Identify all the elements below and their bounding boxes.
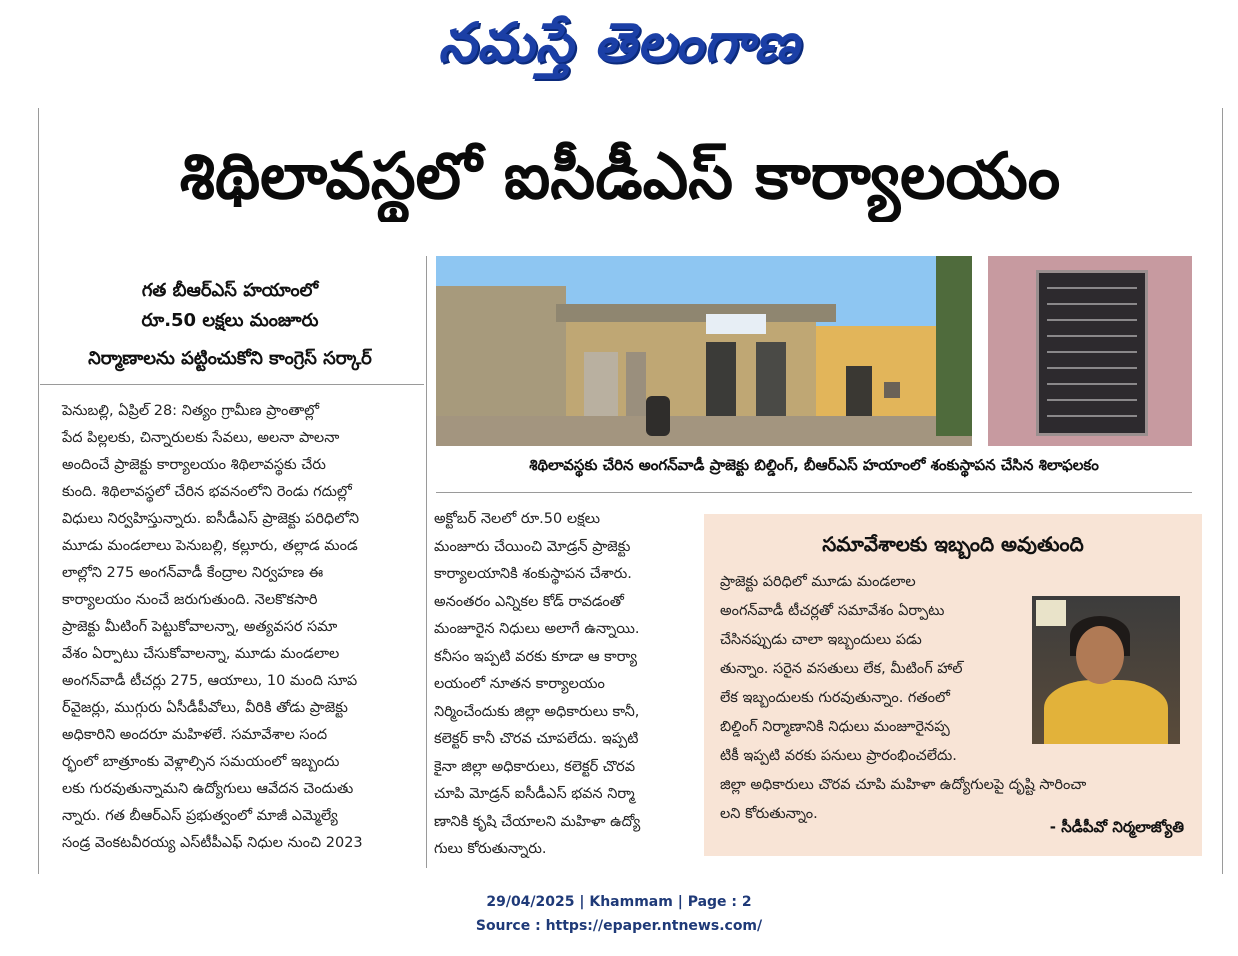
text-line: కుంది. శిథిలావస్థలో చేరిన భవనంలోని రెండు గదుల్లో (62, 484, 352, 500)
text-line: విధులు నిర్వహిస్తున్నారు. ఐసీడీఎస్ ప్రాజెక్టు పరిధిలోని (62, 511, 359, 527)
sidebox-text-narrow (720, 568, 1030, 742)
text-line: చూపి మోడ్రన్ ఐసీడీఎస్ భవన నిర్మా (434, 786, 635, 802)
right-border (1222, 108, 1223, 874)
text-line: ర్భంలో బాత్రూంకు వెళ్లాల్సిన సమయంలో ఇబ్బందు (62, 754, 340, 770)
text-line: లని కోరుతున్నాం. (720, 806, 818, 822)
caption-rule (436, 492, 1192, 493)
text-line: బిల్డింగ్ నిర్మాణానికి నిధులు మంజూరైనప్ప (720, 719, 950, 735)
text-line: కార్యాలయం నుంచే జరుగుతుంది. నెలకొకసారి (62, 592, 318, 608)
sidebox-title: సమావేశాలకు ఇబ్బంది అవుతుంది (822, 532, 1084, 556)
text-line: పేద పిల్లలకు, చిన్నారులకు సేవలు, అలనా పాలనా (62, 430, 340, 446)
column-divider (426, 256, 427, 868)
text-line: ణానికి కృషి చేయాలని మహిళా ఉద్యో (434, 813, 641, 830)
foundation-plaque-photo (988, 256, 1192, 446)
text-line: వేశం ఏర్పాటు చేసుకోవాలన్నా, మూడు మండలాల (62, 646, 340, 662)
text-line: ప్రాజెక్టు మీటింగ్ పెట్టుకోవాలన్నా, అత్యవసర సమా (62, 619, 338, 635)
sidebox-byline: - సీడీపీవో నిర్మలాజ్యోతి (1049, 818, 1184, 836)
text-line: చేసినప్పుడు చాలా ఇబ్బందులు పడు (720, 632, 922, 648)
text-line: గులు కోరుతున్నారు. (434, 841, 547, 857)
text-line: అందించే ప్రాజెక్టు కార్యాలయం శిథిలావస్థకు చేరు (62, 457, 326, 473)
text-line: నిర్మించేందుకు జిల్లా అధికారులు కానీ, (434, 703, 640, 720)
subhead-2: రూ.50 లక్షలు మంజూరు (141, 310, 319, 331)
text-line: పెనుబల్లి, ఏప్రిల్ 28: నిత్యం గ్రామీణ ప్రాంతాల్లో (62, 403, 320, 419)
footer-date-edition: 29/04/2025 | Khammam | Page : 2 (486, 894, 752, 910)
text-line: మంజూరైన నిధులు అలాగే ఉన్నాయి. (434, 621, 640, 637)
building-illustration (436, 256, 972, 446)
building-photo (436, 256, 972, 446)
left-border (38, 108, 39, 874)
text-line: ర్‌వైజర్లు, ముగ్గురు ఏసీడీపీవోలు, వీరికి తోడు ప్రాజెక్టు (62, 700, 348, 716)
text-line: కనీసం ఇప్పటి వరకు కూడా ఆ కార్యా (434, 648, 637, 665)
text-line: మంజూరు చేయించి మోడ్రన్ ప్రాజెక్టు (434, 538, 631, 555)
text-line: టికీ ఇప్పటి వరకు పనులు ప్రారంభించలేదు. (720, 748, 957, 764)
headline: శిథిలావస్థలో ఐసీడీఎస్ కార్యాలయం (179, 140, 1061, 214)
article-column-2 (434, 506, 696, 864)
masthead-logo: నమస్తే తెలంగాణ (438, 11, 800, 74)
subhead-1: గత బీఆర్ఎస్ హయాంలో (141, 280, 319, 301)
footer-source-link[interactable]: Source : https://epaper.ntnews.com/ (475, 918, 763, 934)
text-line: సండ్ర వెంకటవీరయ్య ఎస్‌టీపీఎఫ్ నిధుల నుంచి 2023 (62, 835, 363, 851)
text-line: కార్యాలయానికి శంకుస్థాపన చేశారు. (434, 566, 632, 582)
official-portrait (1032, 596, 1180, 744)
text-line: అనంతరం ఎన్నికల కోడ్ రావడంతో (434, 593, 624, 610)
text-line: లేక ఇబ్బందులకు గురవుతున్నాం. గతంలో (720, 690, 950, 706)
plaque (1036, 270, 1148, 436)
article-column-1 (62, 398, 412, 857)
text-line: ప్రాజెక్టు పరిధిలో మూడు మండలాల (720, 574, 916, 590)
text-line: న్నారు. గత బీఆర్ఎస్ ప్రభుత్వంలో మాజీ ఎమ్మెల్యే (62, 808, 338, 824)
photo-caption: శిథిలావస్థకు చేరిన అంగన్‌వాడీ ప్రాజెక్టు బిల్డింగ్, బీఆర్ఎస్ హయాంలో శంకుస్థాపన చేసిన శిలాఫలకం (529, 456, 1099, 474)
subhead-rule (40, 384, 424, 385)
text-line: లాల్లోని 275 అంగన్‌వాడీ కేంద్రాల నిర్వహణ ఈ (62, 565, 324, 581)
text-line: లకు గురవుతున్నామని ఉద్యోగులు ఆవేదన చెందుతు (62, 781, 354, 797)
text-line: కలెక్టర్ కానీ చొరవ చూపలేదు. ఇప్పటి (434, 731, 639, 747)
text-line: లయంలో నూతన కార్యాలయం (434, 676, 605, 692)
subhead-3: నిర్మాణాలను పట్టించుకోని కాంగ్రెస్ సర్కార్ (88, 348, 372, 369)
text-line: అంగన్‌వాడీ టీచర్లతో సమావేశం ఏర్పాటు (720, 603, 945, 619)
quote-sidebox (704, 514, 1202, 856)
text-line: కైనా జిల్లా అధికారులు, కలెక్టర్ చొరవ (434, 758, 636, 775)
text-line: జిల్లా అధికారులు చొరవ చూపి మహిళా ఉద్యోగులపై దృష్టి సారించా (720, 777, 1087, 793)
text-line: మూడు మండలాలు పెనుబల్లి, కల్లూరు, తల్లాడ మండ (62, 538, 358, 554)
text-line: అక్టోబర్ నెలలో రూ.50 లక్షలు (434, 511, 600, 527)
sidebox-text-wide (720, 742, 1190, 829)
text-line: అంగన్‌వాడీ టీచర్లు 275, ఆయాలు, 10 మంది సూప (62, 673, 358, 689)
text-line: తున్నాం. సరైన వసతులు లేక, మీటింగ్ హాల్ (720, 661, 963, 677)
text-line: అధికారిని అందరూ మహిళలే. సమావేశాల సంద (62, 727, 328, 743)
